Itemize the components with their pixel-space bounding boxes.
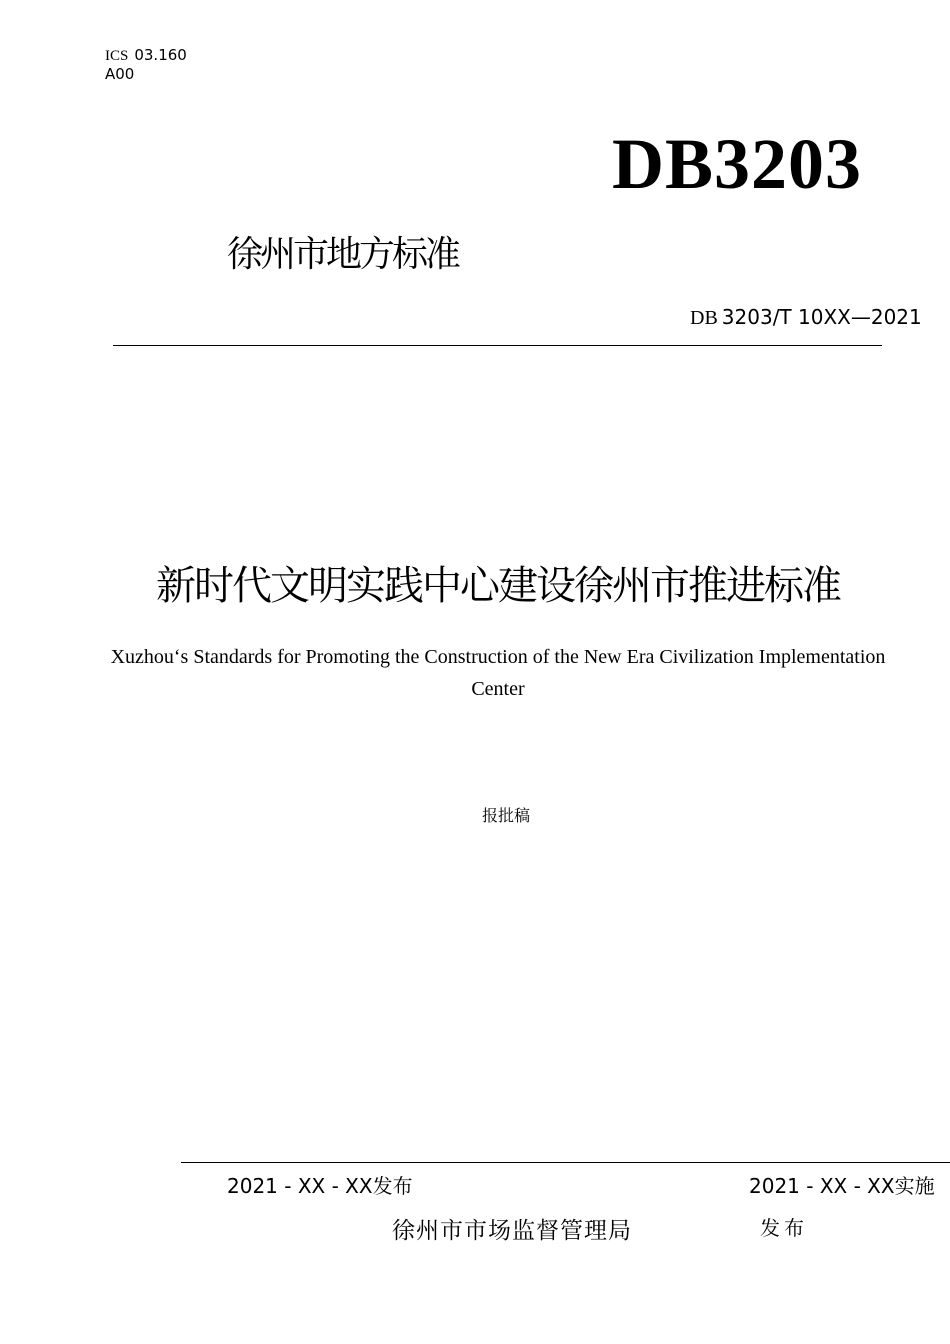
ics-code: 03.160 bbox=[134, 46, 187, 64]
implementation-date: 2021 - XX - XX实施 bbox=[749, 1174, 935, 1198]
db-standard-mark: DB3203 bbox=[612, 124, 863, 204]
english-title: Xuzhou‘s Standards for Promoting the Construction of the New Era Civilization Implementation Center bbox=[110, 646, 886, 700]
standard-number-value: 3203/T 10XX—2021 bbox=[721, 305, 922, 329]
header-divider bbox=[113, 345, 882, 346]
ics-label: ICS bbox=[105, 48, 129, 64]
standard-type-heading: 徐州市地方标准 bbox=[227, 234, 459, 275]
classification-code: A00 bbox=[105, 65, 135, 83]
publish-label: 发布 bbox=[760, 1216, 808, 1240]
standard-number bbox=[690, 304, 922, 331]
footer-divider bbox=[181, 1162, 950, 1163]
issuing-authority: 徐州市市场监督管理局 bbox=[392, 1218, 632, 1244]
ics-code-line bbox=[105, 46, 187, 65]
issue-date: 2021 - XX - XX发布 bbox=[227, 1174, 413, 1198]
standard-number-prefix: DB bbox=[690, 307, 718, 329]
draft-stage-label: 报批稿 bbox=[481, 806, 530, 825]
chinese-title: 新时代文明实践中心建设徐州市推进标准 bbox=[156, 563, 840, 609]
